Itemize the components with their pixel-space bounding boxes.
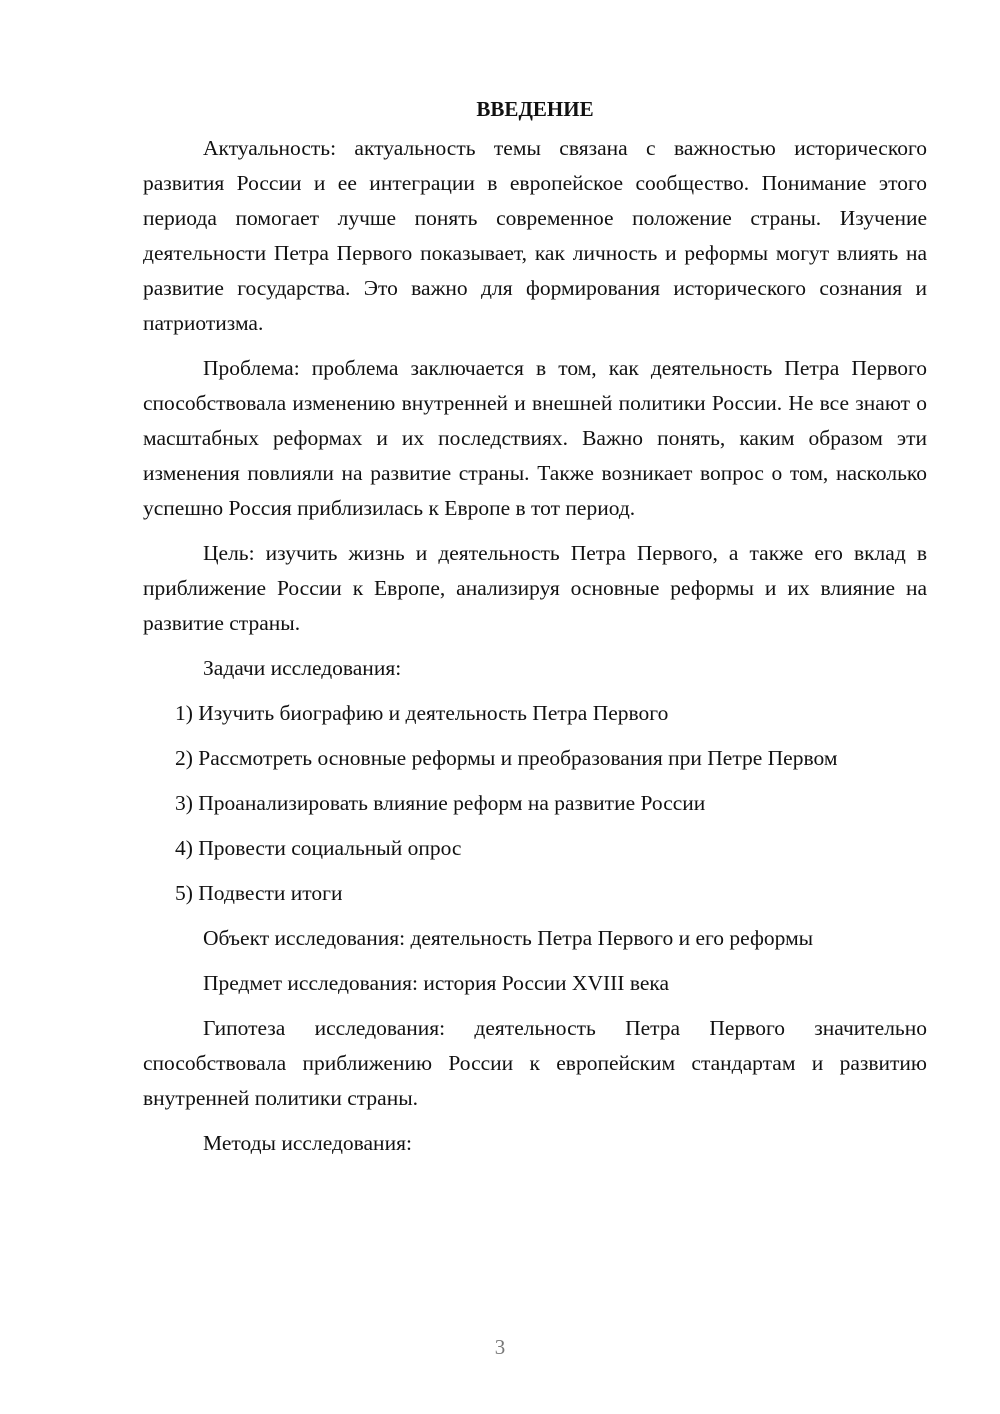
paragraph-subject: Предмет исследования: история России XVIII века [203, 971, 670, 995]
task-item-1: 1) Изучить биографию и деятельность Петра Первого [175, 701, 669, 725]
task-item-2: 2) Рассмотреть основные реформы и преобразования при Петре Первом [175, 746, 838, 770]
task-item-3: 3) Проанализировать влияние реформ на развитие России [175, 791, 706, 815]
methods-heading: Методы исследования: [203, 1131, 412, 1155]
task-item-5: 5) Подвести итоги [175, 881, 343, 905]
paragraph-goal: Цель: изучить жизнь и деятельность Петра Первого, а также его вклад в приближение России к Европе, анализируя основные реформы и их влияние на развитие страны. [143, 541, 927, 635]
page-content [143, 92, 927, 1171]
paragraph-problem: Проблема: проблема заключается в том, как деятельность Петра Первого способствовала изменению внутренней и внешней политики России. Не все знают о масштабных реформах и их последствиях. Важно понять, каким образом эти изменения повлияли на развитие страны. Также возникает вопрос о том, насколько успешно Россия приблизилась к Европе в тот период. [143, 356, 927, 520]
paragraph-object: Объект исследования: деятельность Петра Первого и его реформы [203, 926, 814, 950]
paragraph-hypothesis: Гипотеза исследования: деятельность Петра Первого значительно способствовала приближению России к европейским стандартам и развитию внутренней политики страны. [143, 1016, 927, 1110]
task-item-4: 4) Провести социальный опрос [175, 836, 462, 860]
page-number: 3 [494, 1335, 506, 1359]
paragraph-actuality: Актуальность: актуальность темы связана с важностью исторического развития России и ее интеграции в европейское сообщество. Понимание этого периода помогает лучше понять современное положение страны. Изучение деятельности Петра Первого показывает, как личность и реформы могут влиять на развитие государства. Это важно для формирования исторического сознания и патриотизма. [143, 136, 927, 335]
tasks-heading: Задачи исследования: [203, 656, 402, 680]
section-title: ВВЕДЕНИЕ [476, 97, 594, 121]
